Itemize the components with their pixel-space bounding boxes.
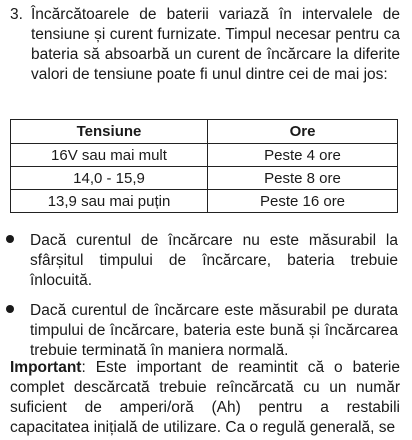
voltage-hours-table [10,119,398,213]
table-header-row [11,120,398,144]
bullet-dot-icon [6,235,14,243]
table-cell-hours: Peste 4 ore [208,144,398,167]
table-cell-hours: Peste 16 ore [208,190,398,213]
table-cell-voltage: 14,0 - 15,9 [11,167,208,190]
list-item-text: Dacă curentul de încărcare nu este măsurabil la sfârșitul timpului de încărcare, bateria trebuie înlocuită. [30,232,398,289]
important-note [10,358,400,438]
header-tensiune: Tensiune [11,120,208,144]
list-item [30,301,398,361]
item-number: 3. [10,6,23,23]
table-cell-hours: Peste 8 ore [208,167,398,190]
header-ore: Ore [208,120,398,144]
important-label: Important [10,359,82,376]
item-paragraph: Încărcătoarele de baterii variază în intervalele de tensiune și curent furnizate. Timpul necesar pentru ca bateria să absoarbă un curent de încărcare la diferite valori de tensiune poate fi unul dintre cei de mai jos: [31,6,400,83]
bullet-list [30,231,398,371]
important-text: : Este important de reamintit că o baterie complet descărcată trebuie reîncărcată cu un număr suficient de amperi/oră (Ah) pentru a restabili capacitatea inițială de utilizare. Ca o regulă generală, se [10,359,400,436]
list-item [30,231,398,291]
table-row [11,190,398,213]
bullet-dot-icon [6,305,14,313]
table-cell-voltage: 16V sau mai mult [11,144,208,167]
list-item-text: Dacă curentul de încărcare este măsurabil pe durata timpului de încărcare, bateria este bună și încărcarea trebuie terminată în maniera normală. [30,302,398,359]
table-cell-voltage: 13,9 sau mai puțin [11,190,208,213]
numbered-item-3 [10,5,400,85]
table-row [11,144,398,167]
table-row [11,167,398,190]
